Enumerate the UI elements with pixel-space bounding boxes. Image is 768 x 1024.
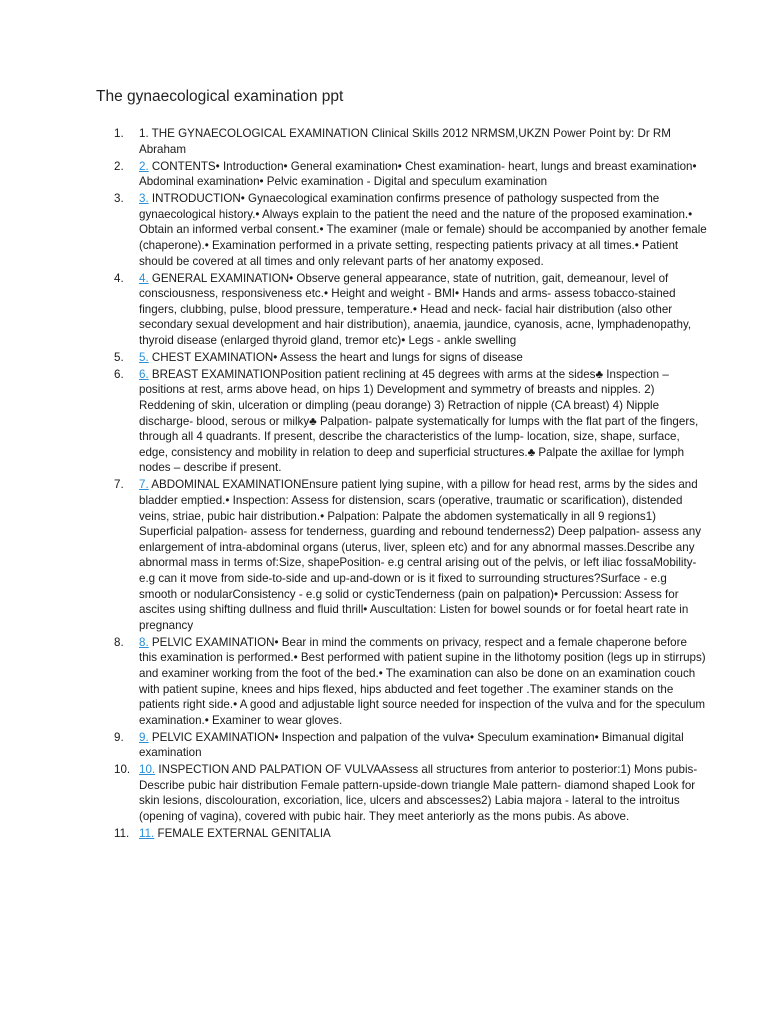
list-item-text: GENERAL EXAMINATION• Observe general appearance, state of nutrition, gait, demeanour, level of consciousness, responsiveness etc.• Height and weight - BMI• Hands and arms- assess tobacco-stained fingers, clubbing, pulse, blood pressure, temperature.• Head and neck- facial hair distribution (also other secondary sexual development and hair distribution), anaemia, jaundice, cyanosis, acne, lymphadenopathy, thyroid disease (enlarged thyroid gland, tremor etc)• Legs - ankle swelling — [139, 271, 692, 347]
list-item-number: 6. — [114, 367, 124, 381]
slide-link[interactable]: 7. — [139, 478, 149, 492]
list-item — [96, 826, 708, 842]
slide-link[interactable]: 4. — [139, 271, 149, 285]
list-item-text: 1. THE GYNAECOLOGICAL EXAMINATION Clinical Skills 2012 NRMSM,UKZN Power Point by: Dr RM Abraham — [139, 127, 671, 156]
list-item — [96, 730, 708, 761]
list-item-number: 8. — [114, 635, 124, 649]
list-item-number: 4. — [114, 271, 124, 285]
list-item-number: 1. — [114, 127, 124, 140]
list-item-text: INTRODUCTION• Gynaecological examination confirms presence of pathology suspected from the gynaecological history.• Always explain to the patient the need and the nature of the proposed examination.• Obtain an informed verbal consent.• The examiner (male or female) should be accompanied by another female (chaperone).• Examination performed in a private setting, respecting patients privacy at all times.• Patient should be covered at all times and only relevant parts of her anatomy exposed. — [139, 192, 707, 268]
list-item — [96, 271, 708, 349]
list-item-text: PELVIC EXAMINATION• Inspection and palpation of the vulva• Speculum examination• Bimanual digital examination — [139, 730, 684, 760]
slide-link[interactable]: 3. — [139, 192, 149, 206]
list-item-text: FEMALE EXTERNAL GENITALIA — [154, 827, 331, 841]
list-item-text: PELVIC EXAMINATION• Bear in mind the comments on privacy, respect and a female chaperone before this examination is performed.• Best performed with patient supine in the lithotomy position (legs up in stirrups) and examiner working from the foot of the bed.• The examination can also be done on an examination couch with patient supine, knees and hips flexed, hips abducted and feet together .The examiner stands on the patients right side.• A good and adjustable light source needed for inspection of the vulva and for the speculum examination.• Examiner to wear gloves. — [139, 635, 706, 727]
list-item — [96, 159, 708, 190]
list-item-number: 10. — [114, 763, 131, 777]
list-item — [96, 367, 708, 476]
list-item-text: BREAST EXAMINATIONPosition patient reclining at 45 degrees with arms at the sides♣ Inspection – positions at rest, arms above head, on hips 1) Development and symmetry of breasts and nipples. 2) Reddening of skin, ulceration or dimpling (peau dorange) 3) Retraction of nipple (CA breast) 4) Nipple discharge- blood, serous or milky♣ Palpation- palpate systematically for lumps with the flat part of the fingers, through all 4 quadrants. If present, describe the characteristics of the lump- location, size, shape, surface, edge, consistency and mobility in relation to deep and superficial structures.♣ Palpate the axillae for lymph nodes – describe if present. — [139, 367, 699, 475]
slide-link[interactable]: 9. — [139, 730, 149, 744]
slide-link[interactable]: 2. — [139, 159, 149, 173]
page-title: The gynaecological examination ppt — [96, 88, 344, 105]
slide-link[interactable]: 11. — [139, 827, 155, 841]
list-item — [96, 350, 708, 366]
list-item-text: ABDOMINAL EXAMINATIONEnsure patient lying supine, with a pillow for head rest, arms by the sides and bladder emptied.• Inspection: Assess for distension, scars (operative, traumatic or scarification), distended veins, striae, pubic hair distribution.• Palpation: Palpate the abdomen systematically in all 9 regions1) Superficial palpation- assess for tenderness, guarding and rebound tenderness2) Deep palpation- assess any enlargement of intra-abdominal organs (uterus, liver, spleen etc) and for any abnormal masses.Describe any abnormal mass in terms of:Size, shapePosition- e.g central arising out of the pelvis, or left iliac fossaMobility- e.g can it move from side-to-side and up-and-down or is it fixed to surrounding structures?Surface - e.g smooth or nodularConsistency - e.g solid or cysticTenderness (pain on palpation)• Percussion: Assess for ascites using shifting dullness and fluid thrill• Auscultation: Listen for bowel sounds or for foetal heart rate in pregnancy — [139, 478, 702, 632]
list-item-number: 5. — [114, 350, 124, 364]
list-item-number: 3. — [114, 192, 124, 206]
slide-list — [96, 126, 708, 842]
list-item — [96, 191, 708, 269]
slide-link[interactable]: 6. — [139, 367, 149, 381]
list-item-number: 7. — [114, 478, 124, 492]
list-item — [96, 762, 708, 824]
slide-link[interactable]: 8. — [139, 635, 149, 649]
list-item-number: 11. — [114, 827, 130, 841]
list-item — [96, 477, 708, 633]
slide-link[interactable]: 10. — [139, 763, 156, 777]
list-item-number: 2. — [114, 159, 124, 173]
list-item — [96, 126, 708, 157]
list-item-text: CONTENTS• Introduction• General examination• Chest examination- heart, lungs and breast examination• Abdominal examination• Pelvic examination - Digital and speculum examination — [139, 159, 697, 189]
list-item-text: INSPECTION AND PALPATION OF VULVAAssess all structures from anterior to posterior:1) Mons pubis- Describe pubic hair distribution Female pattern-upside-down triangle Male pattern- diamond shaped Look for skin lesions, discolouration, excoriation, lice, ulcers and abscesses2) Labia majora - lateral to the introitus (opening of vagina), covered with pubic hair. They meet anteriorly as the mons pubis. As above. — [139, 763, 698, 824]
list-item-text: CHEST EXAMINATION• Assess the heart and lungs for signs of disease — [148, 350, 523, 364]
list-item-number: 9. — [114, 730, 124, 744]
list-item — [96, 635, 708, 729]
slide-link[interactable]: 5. — [139, 350, 149, 364]
